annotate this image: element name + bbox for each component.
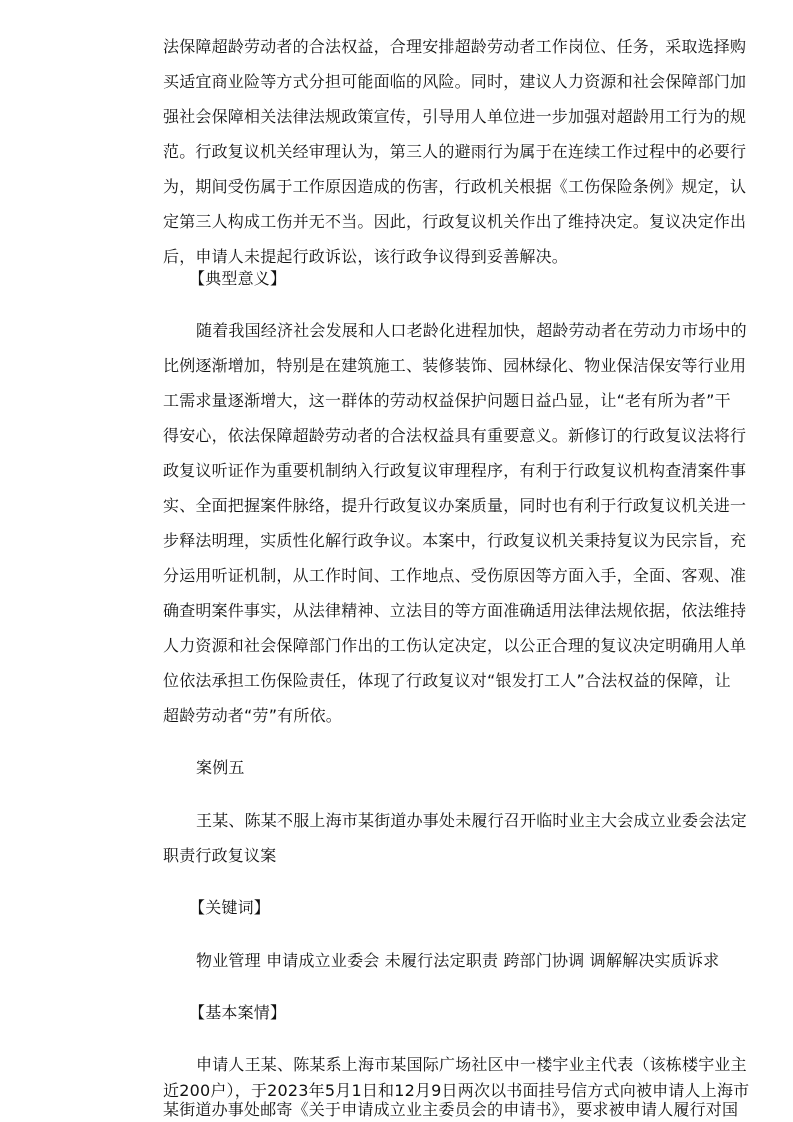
paragraph-line: 分运用听证机制，从工作时间、工作地点、受伤原因等方面入手，全面、客观、准 [163, 566, 747, 585]
case-title-line: 职责行政复议案 [163, 846, 277, 865]
paragraph-line: 近200户），于2023年5月1日和12月9日两次以书面挂号信方式向被申请人上海市 [163, 1081, 750, 1100]
paragraph-line: 法保障超龄劳动者的合法权益，合理安排超龄劳动者工作岗位、任务，采取选择购 [163, 37, 747, 56]
case-label: 案例五 [196, 758, 245, 777]
paragraph-line: 定第三人构成工伤并无不当。因此，行政复议机关作出了维持决定。复议决定作出 [163, 212, 747, 231]
paragraph-line: 得安心，依法保障超龄劳动者的合法权益具有重要意义。新修订的行政复议法将行 [163, 426, 747, 445]
paragraph-line: 超龄劳动者“劳”有所依。 [163, 706, 342, 725]
paragraph-line: 工需求量逐渐增大，这一群体的劳动权益保护问题日益凸显，让“老有所为者”干 [163, 391, 731, 410]
paragraph-line: 步释法明理，实质性化解行政争议。本案中，行政复议机关秉持复议为民宗旨，充 [163, 531, 747, 550]
paragraph-line: 实、全面把握案件脉络，提升行政复议办案质量，同时也有利于行政复议机关进一 [163, 496, 747, 515]
section-heading-keywords: 【关键词】 [189, 898, 271, 917]
paragraph-line: 申请人王某、陈某系上海市某国际广场社区中一楼宇业主代表（该栋楼宇业主 [196, 1055, 747, 1074]
paragraph-line: 人力资源和社会保障部门作出的工伤认定决定，以公正合理的复议决定明确用人单 [163, 636, 747, 655]
keywords-text: 物业管理 申请成立业委会 未履行法定职责 跨部门协调 调解解决实质诉求 [196, 951, 720, 970]
section-heading-significance: 【典型意义】 [189, 269, 287, 288]
paragraph-line: 某街道办事处邮寄《关于申请成立业主委员会的申请书》，要求被申请人履行对国 [163, 1100, 739, 1119]
case-title-line: 王某、陈某不服上海市某街道办事处未履行召开临时业主大会成立业委会法定 [196, 811, 747, 830]
paragraph-line: 买适宜商业险等方式分担可能面临的风险。同时，建议人力资源和社会保障部门加 [163, 72, 747, 91]
paragraph-line: 强社会保障相关法律法规政策宣传，引导用人单位进一步加强对超龄用工行为的规 [163, 107, 747, 126]
paragraph-line: 政复议听证作为重要机制纳入行政复议审理程序，有利于行政复议机构查清案件事 [163, 461, 747, 480]
section-heading-basic-facts: 【基本案情】 [189, 1003, 287, 1022]
paragraph-line: 范。行政复议机关经审理认为，第三人的避雨行为属于在连续工作过程中的必要行 [163, 142, 747, 161]
paragraph-line: 比例逐渐增加，特别是在建筑施工、装修装饰、园林绿化、物业保洁保安等行业用 [163, 356, 747, 375]
paragraph-line: 后，申请人未提起行政诉讼，该行政争议得到妥善解决。 [163, 247, 569, 266]
paragraph-line: 位依法承担工伤保险责任，体现了行政复议对“银发打工人”合法权益的保障，让 [163, 671, 731, 690]
paragraph-line: 确查明案件事实，从法律精神、立法目的等方面准确适用法律法规依据，依法维持 [163, 601, 747, 620]
paragraph-line: 随着我国经济社会发展和人口老龄化进程加快，超龄劳动者在劳动力市场中的 [196, 321, 747, 340]
paragraph-line: 为，期间受伤属于工作原因造成的伤害，行政机关根据《工伤保险条例》规定，认 [163, 177, 747, 196]
